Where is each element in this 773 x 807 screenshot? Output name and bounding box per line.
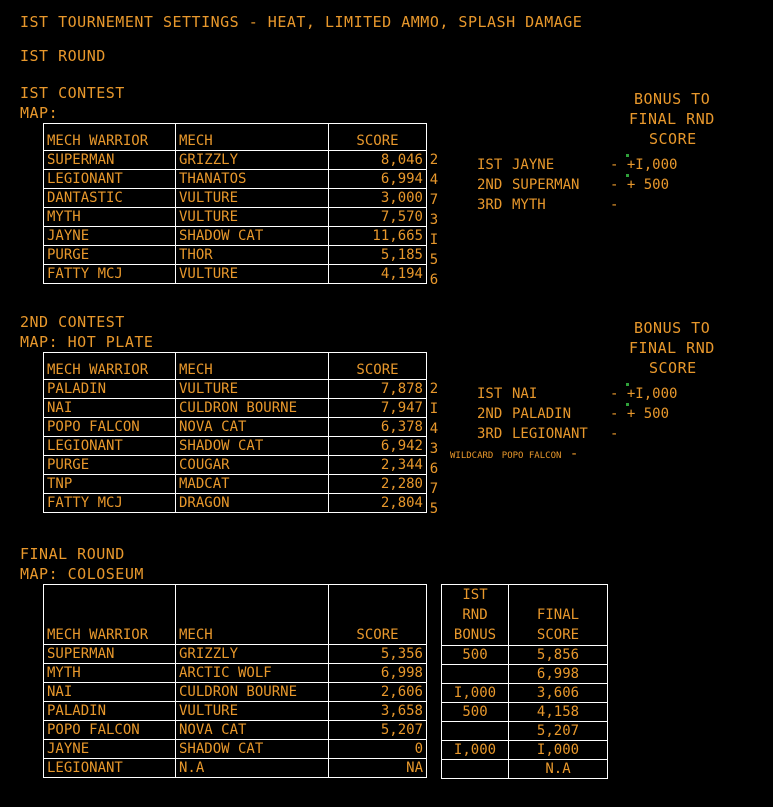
bonus-cell: 500 bbox=[442, 646, 509, 665]
score-cell: 2,804 bbox=[329, 494, 427, 513]
rank-label: 4 bbox=[429, 172, 439, 188]
placement-bonus: - +I,000 bbox=[610, 157, 678, 173]
table-row bbox=[44, 151, 427, 170]
placement-rank: 2ND bbox=[477, 177, 503, 193]
warrior-cell: MYTH bbox=[44, 664, 176, 683]
warrior-cell: MYTH bbox=[44, 208, 176, 227]
warrior-cell: DANTASTIC bbox=[44, 189, 176, 208]
contest2-table bbox=[43, 352, 427, 513]
mech-cell: VULTURE bbox=[176, 189, 329, 208]
warrior-cell: FATTY MCJ bbox=[44, 494, 176, 513]
bonus-cell bbox=[442, 665, 509, 684]
wildcard-name: POPO FALCON bbox=[501, 451, 562, 461]
table-row bbox=[44, 437, 427, 456]
rank-label: I bbox=[429, 401, 439, 417]
score-cell: 5,356 bbox=[329, 645, 427, 664]
score-cell: 6,942 bbox=[329, 437, 427, 456]
final-score-cell: 6,998 bbox=[509, 665, 608, 684]
placement-rank: IST bbox=[477, 157, 503, 173]
warrior-cell: TNP bbox=[44, 475, 176, 494]
placement-bonus: - + 500 bbox=[610, 406, 670, 422]
mech-cell: SHADOW CAT bbox=[176, 437, 329, 456]
placement-name: PALADIN bbox=[512, 406, 572, 422]
table-header-row bbox=[44, 585, 427, 645]
score-cell: 4,194 bbox=[329, 265, 427, 284]
wildcard-bonus: - bbox=[569, 446, 579, 462]
score-cell: 2,606 bbox=[329, 683, 427, 702]
warrior-cell: JAYNE bbox=[44, 227, 176, 246]
rank-label: 6 bbox=[429, 272, 439, 288]
score-cell: 11,665 bbox=[329, 227, 427, 246]
contest1-table bbox=[43, 123, 427, 284]
table-row bbox=[442, 760, 608, 779]
table-row bbox=[44, 170, 427, 189]
table-row bbox=[44, 246, 427, 265]
final-bonus-table bbox=[441, 584, 608, 779]
table-row bbox=[44, 418, 427, 437]
final-score-cell: I,000 bbox=[509, 741, 608, 760]
table-row bbox=[44, 702, 427, 721]
table-row bbox=[44, 740, 427, 759]
warrior-cell: JAYNE bbox=[44, 740, 176, 759]
score-cell: 6,994 bbox=[329, 170, 427, 189]
placement-bonus: - +I,000 bbox=[610, 386, 678, 402]
table-row bbox=[44, 456, 427, 475]
score-cell: 5,207 bbox=[329, 721, 427, 740]
warrior-cell: LEGIONANT bbox=[44, 170, 176, 189]
contest1-title: IST CONTEST bbox=[20, 84, 125, 102]
column-header-warrior: MECH WARRIOR bbox=[44, 585, 176, 645]
warrior-cell: NAI bbox=[44, 399, 176, 418]
table-row bbox=[44, 475, 427, 494]
score-cell: 6,378 bbox=[329, 418, 427, 437]
placement-rank: 2ND bbox=[477, 406, 503, 422]
wildcard-line bbox=[450, 445, 578, 465]
contest2-map: MAP: HOT PLATE bbox=[20, 333, 154, 351]
bonus-header-line3: SCORE bbox=[649, 130, 697, 148]
table-row bbox=[44, 265, 427, 284]
bonus-cell bbox=[442, 760, 509, 779]
table-row bbox=[442, 703, 608, 722]
final-table bbox=[43, 584, 427, 778]
mech-cell: THOR bbox=[176, 246, 329, 265]
page-title: IST TOURNEMENT SETTINGS - HEAT, LIMITED AMMO, SPLASH DAMAGE bbox=[20, 13, 583, 31]
column-header-score: SCORE bbox=[329, 353, 427, 380]
table-row bbox=[44, 227, 427, 246]
bonus-cell: I,000 bbox=[442, 684, 509, 703]
rank-label: 6 bbox=[429, 461, 439, 477]
score-cell: 6,998 bbox=[329, 664, 427, 683]
bonus-header-line2: FINAL RND bbox=[629, 339, 715, 357]
table-header-row bbox=[442, 585, 608, 646]
score-cell: 3,658 bbox=[329, 702, 427, 721]
bonus-header-line2: FINAL RND bbox=[629, 110, 715, 128]
table-row bbox=[44, 208, 427, 227]
table-row bbox=[442, 646, 608, 665]
table-row bbox=[44, 380, 427, 399]
cursor-marker bbox=[626, 154, 629, 157]
cursor-marker bbox=[626, 174, 629, 177]
cursor-marker bbox=[626, 403, 629, 406]
placement-name: NAI bbox=[512, 386, 538, 402]
table-row bbox=[442, 665, 608, 684]
mech-cell: MADCAT bbox=[176, 475, 329, 494]
placement-bonus: - bbox=[610, 426, 619, 442]
cursor-marker bbox=[626, 383, 629, 386]
table-row bbox=[442, 722, 608, 741]
mech-cell: ARCTIC WOLF bbox=[176, 664, 329, 683]
mech-cell: CULDRON BOURNE bbox=[176, 683, 329, 702]
warrior-cell: SUPERMAN bbox=[44, 151, 176, 170]
bonus-cell: 500 bbox=[442, 703, 509, 722]
score-cell: 7,570 bbox=[329, 208, 427, 227]
column-header-warrior: MECH WARRIOR bbox=[44, 124, 176, 151]
mech-cell: CULDRON BOURNE bbox=[176, 399, 329, 418]
score-cell: 2,280 bbox=[329, 475, 427, 494]
warrior-cell: NAI bbox=[44, 683, 176, 702]
mech-cell: VULTURE bbox=[176, 380, 329, 399]
warrior-cell: SUPERMAN bbox=[44, 645, 176, 664]
contest2-title: 2ND CONTEST bbox=[20, 313, 125, 331]
rank-label: 2 bbox=[429, 381, 439, 397]
table-row bbox=[44, 399, 427, 418]
mech-cell: COUGAR bbox=[176, 456, 329, 475]
rank-label: 3 bbox=[429, 441, 439, 457]
mech-cell: GRIZZLY bbox=[176, 645, 329, 664]
final-score-cell: N.A bbox=[509, 760, 608, 779]
bonus-header-line3: SCORE bbox=[649, 359, 697, 377]
warrior-cell: PALADIN bbox=[44, 380, 176, 399]
mech-cell: GRIZZLY bbox=[176, 151, 329, 170]
header-word: RND bbox=[462, 607, 488, 623]
mech-cell: THANATOS bbox=[176, 170, 329, 189]
rank-label: I bbox=[429, 232, 439, 248]
column-header-mech: MECH bbox=[176, 353, 329, 380]
warrior-cell: POPO FALCON bbox=[44, 418, 176, 437]
final-map: MAP: COLOSEUM bbox=[20, 565, 144, 583]
placement-name: LEGIONANT bbox=[512, 426, 588, 442]
contest1-map: MAP: bbox=[20, 104, 59, 122]
placement-rank: IST bbox=[477, 386, 503, 402]
table-row bbox=[44, 645, 427, 664]
mech-cell: NOVA CAT bbox=[176, 721, 329, 740]
header-word: BONUS bbox=[453, 627, 497, 643]
table-header-row bbox=[44, 124, 427, 151]
bonus-header-line1: BONUS TO bbox=[634, 90, 711, 108]
warrior-cell: POPO FALCON bbox=[44, 721, 176, 740]
column-header-rnd-bonus bbox=[442, 585, 509, 646]
score-cell: NA bbox=[329, 759, 427, 778]
column-header-score: SCORE bbox=[329, 585, 427, 645]
table-row bbox=[44, 494, 427, 513]
score-cell: 8,046 bbox=[329, 151, 427, 170]
wildcard-label: WILDCARD bbox=[450, 451, 494, 461]
final-score-cell: 5,207 bbox=[509, 722, 608, 741]
mech-cell: VULTURE bbox=[176, 702, 329, 721]
warrior-cell: LEGIONANT bbox=[44, 437, 176, 456]
header-word: SCORE bbox=[536, 627, 580, 643]
mech-cell: VULTURE bbox=[176, 265, 329, 284]
placement-bonus: - + 500 bbox=[610, 177, 670, 193]
rank-label: 5 bbox=[429, 252, 439, 268]
placement-rank: 3RD bbox=[477, 426, 503, 442]
column-header-score: SCORE bbox=[329, 124, 427, 151]
header-word: IST bbox=[462, 587, 488, 603]
rank-label: 7 bbox=[429, 481, 439, 497]
column-header-final-score bbox=[509, 585, 608, 646]
warrior-cell: PURGE bbox=[44, 246, 176, 265]
rank-label: 5 bbox=[429, 501, 439, 517]
score-cell: 3,000 bbox=[329, 189, 427, 208]
header-word: FINAL bbox=[536, 607, 580, 623]
warrior-cell: LEGIONANT bbox=[44, 759, 176, 778]
warrior-cell: PALADIN bbox=[44, 702, 176, 721]
placement-name: JAYNE bbox=[512, 157, 555, 173]
final-score-cell: 4,158 bbox=[509, 703, 608, 722]
mech-cell: VULTURE bbox=[176, 208, 329, 227]
warrior-cell: PURGE bbox=[44, 456, 176, 475]
mech-cell: N.A bbox=[176, 759, 329, 778]
rank-label: 4 bbox=[429, 421, 439, 437]
table-header-row bbox=[44, 353, 427, 380]
table-row bbox=[44, 721, 427, 740]
rank-label: 2 bbox=[429, 152, 439, 168]
bonus-cell bbox=[442, 722, 509, 741]
column-header-mech: MECH bbox=[176, 585, 329, 645]
score-cell: 7,878 bbox=[329, 380, 427, 399]
mech-cell: NOVA CAT bbox=[176, 418, 329, 437]
table-row bbox=[44, 759, 427, 778]
table-row bbox=[44, 189, 427, 208]
rank-label: 7 bbox=[429, 192, 439, 208]
score-cell: 2,344 bbox=[329, 456, 427, 475]
rank-label: 3 bbox=[429, 212, 439, 228]
bonus-header-line1: BONUS TO bbox=[634, 319, 711, 337]
placement-bonus: - bbox=[610, 197, 619, 213]
mech-cell: SHADOW CAT bbox=[176, 740, 329, 759]
score-cell: 0 bbox=[329, 740, 427, 759]
column-header-warrior: MECH WARRIOR bbox=[44, 353, 176, 380]
score-cell: 5,185 bbox=[329, 246, 427, 265]
final-title: FINAL ROUND bbox=[20, 545, 125, 563]
column-header-mech: MECH bbox=[176, 124, 329, 151]
warrior-cell: FATTY MCJ bbox=[44, 265, 176, 284]
table-row bbox=[442, 684, 608, 703]
round-heading: IST ROUND bbox=[20, 47, 106, 65]
placement-rank: 3RD bbox=[477, 197, 503, 213]
final-score-cell: 3,606 bbox=[509, 684, 608, 703]
table-row bbox=[44, 664, 427, 683]
score-cell: 7,947 bbox=[329, 399, 427, 418]
placement-name: SUPERMAN bbox=[512, 177, 580, 193]
mech-cell: SHADOW CAT bbox=[176, 227, 329, 246]
final-score-cell: 5,856 bbox=[509, 646, 608, 665]
placement-name: MYTH bbox=[512, 197, 546, 213]
table-row bbox=[44, 683, 427, 702]
mech-cell: DRAGON bbox=[176, 494, 329, 513]
bonus-cell: I,000 bbox=[442, 741, 509, 760]
table-row bbox=[442, 741, 608, 760]
